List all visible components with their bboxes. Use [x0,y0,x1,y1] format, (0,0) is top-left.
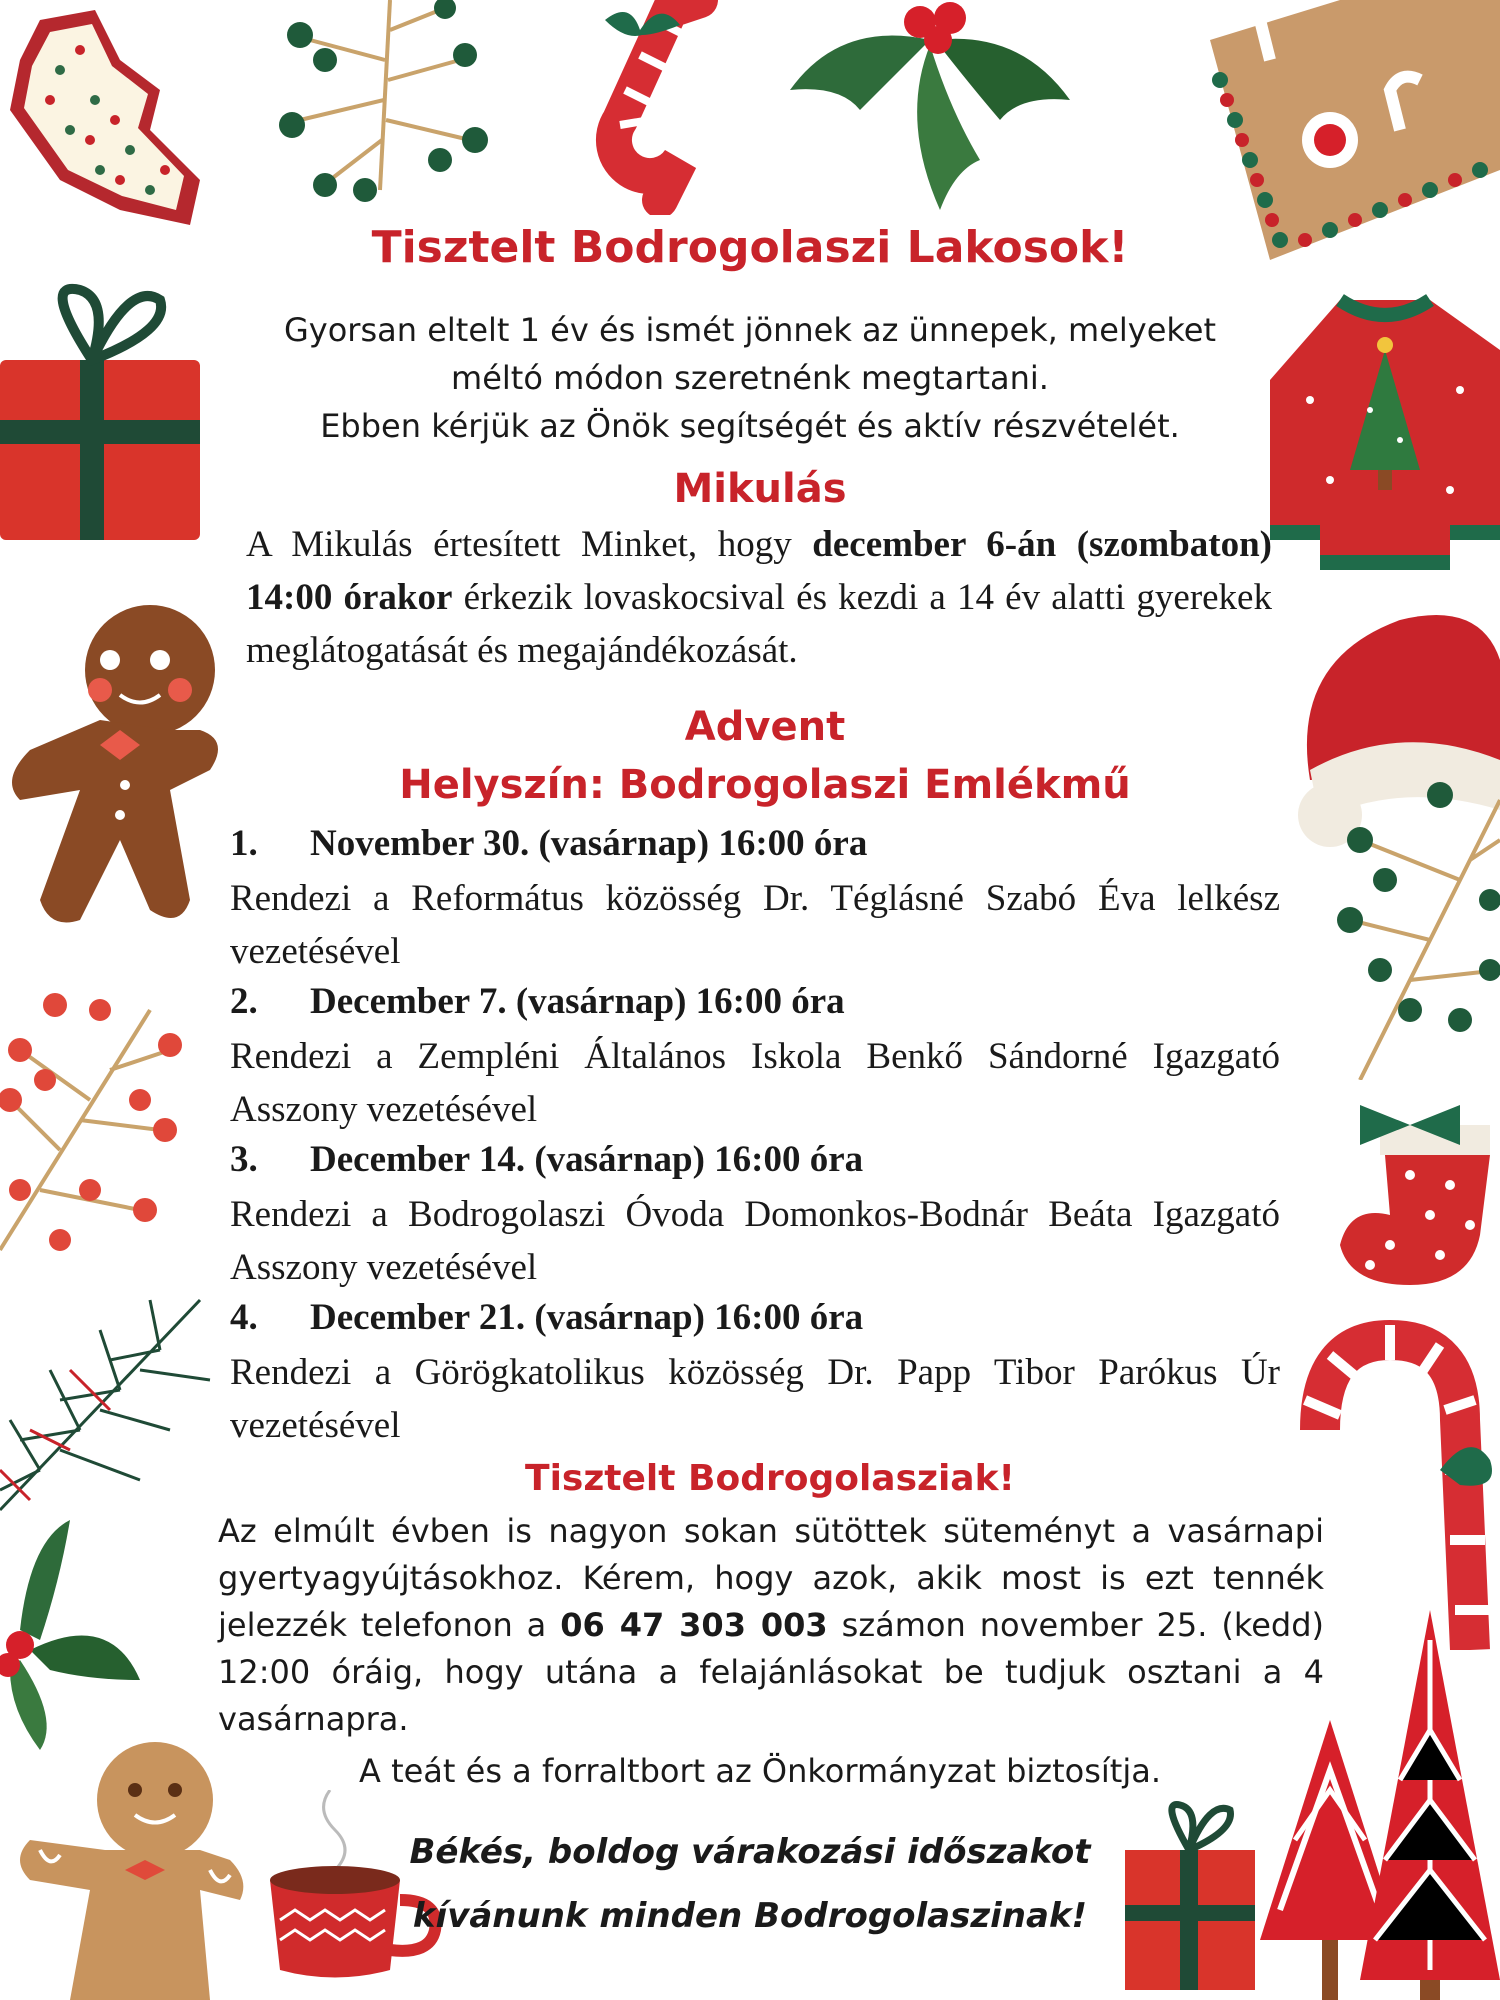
baking-paragraph [218,1508,1324,1743]
intro-line: méltó módon szeretnénk megtartani. [451,359,1049,397]
event-date-text: December 14. (vasárnap) 16:00 óra [310,1139,864,1180]
advent-heading: Advent [684,704,846,750]
mikulas-paragraph [246,518,1272,677]
event-date-text: December 7. (vasárnap) 16:00 óra [310,981,845,1022]
intro-line: Gyorsan eltelt 1 év és ismét jönnek az ünnepek, melyeket [283,311,1217,349]
event-date [230,1138,1280,1181]
event-number: 3. [230,1139,258,1180]
event-number: 1. [230,823,258,864]
mikulas-date: december 6-án (szombaton) 14:00 órakor [246,524,1272,618]
closing-line: Békés, boldog várakozási időszakot [409,1832,1091,1872]
intro-line: Ebben kérjük az Önök segítségét és aktív részvételét. [320,407,1180,445]
gift-box-icon [1120,1800,1260,1990]
pine-branch-icon [0,1270,220,1530]
christmas-sweater-icon [1270,280,1500,580]
event-date-text: December 21. (vasárnap) 16:00 óra [310,1297,864,1338]
closing-line: kívánunk minden Bodrogolaszinak! [412,1896,1088,1936]
event-date [230,1296,1280,1339]
intro-text [230,306,1270,450]
holly-icon [780,0,1080,210]
baking-text-pre: Az elmúlt évben is nagyon sokan sütöttek süteményt a vasárnapi gyertyagyújtásokhoz. Kérem, hogy azok, akik most is ezt tennék jelezzék telefonon a [218,1512,1324,1644]
baking-text-post: számon november 25. (kedd) 12:00 óráig, hogy utána a felajánlásokat be tudjuk osztani a 4 vasárnapra. [218,1606,1325,1738]
event-date [230,822,1280,865]
holly-icon [0,1520,150,1750]
candy-cane-icon [560,0,730,215]
page-title: Tisztelt Bodrogolaszi Lakosok! [371,222,1129,273]
phone-number: 06 47 303 003 [560,1606,828,1644]
stocking-icon [1330,1085,1500,1295]
mikulas-text-pre: A Mikulás értesített Minket, hogy [246,524,813,565]
event-description: Rendezi a Református közösség Dr. Téglásné Szabó Éva lelkész vezetésével [230,878,1280,972]
mikulas-heading: Mikulás [673,466,847,512]
berry-branch-icon [1320,780,1500,1080]
event-date [230,980,1280,1023]
advent-location: Helyszín: Bodrogolaszi Emlékmű [399,762,1131,808]
berry-branch-icon [270,0,500,210]
gingerbread-man-icon [0,600,230,940]
christmas-tree-cookie-icon [0,0,210,240]
red-berry-branch-icon [0,990,190,1270]
baking-heading: Tisztelt Bodrogolasziak! [525,1458,1015,1499]
event-number: 4. [230,1297,258,1338]
event-description: Rendezi a Bodrogolaszi Óvoda Domonkos-Bodnár Beáta Igazgató Asszony vezetésével [230,1194,1280,1288]
mikulas-text-post: érkezik lovaskocsival és kezdi a 14 év alatti gyerekek meglátogatását és megajándékozását. [246,577,1272,671]
closing-greeting [360,1820,1140,1948]
event-description: Rendezi a Görögkatolikus közösség Dr. Papp Tibor Parókus Úr vezetésével [230,1352,1280,1446]
event-date-text: November 30. (vasárnap) 16:00 óra [310,823,868,864]
event-number: 2. [230,981,258,1022]
gift-box-icon [0,270,210,550]
tea-note: A teát és a forraltbort az Önkormányzat biztosítja. [359,1752,1161,1790]
event-description: Rendezi a Zempléni Általános Iskola Benkő Sándorné Igazgató Asszony vezetésével [230,1036,1280,1130]
